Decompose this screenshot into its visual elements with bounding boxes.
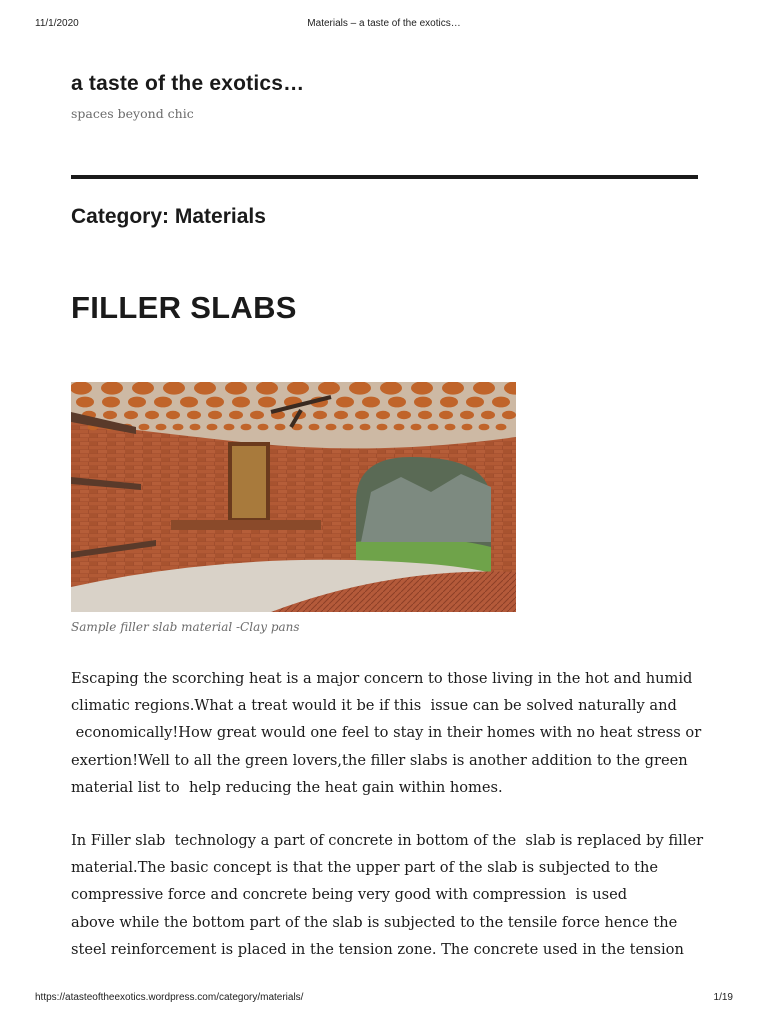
clay-pan [102, 397, 120, 408]
clay-pan [287, 382, 309, 395]
print-url: https://atasteoftheexotics.wordpress.com/category/materials/ [35, 992, 304, 1003]
clay-pan [440, 397, 458, 408]
print-page-title: Materials – a taste of the exotics… [307, 18, 461, 29]
clay-pan [442, 382, 464, 395]
clay-pan [502, 411, 516, 419]
paragraph-line: climatic regions.What a treat would it be if this issue can be solved naturally and [71, 697, 677, 715]
site-title-link[interactable]: a taste of the exotics… [71, 72, 305, 95]
paragraph-line: material list to help reducing the heat gain within homes. [71, 778, 503, 796]
clay-pan [250, 411, 264, 419]
clay-pan [445, 424, 456, 431]
print-footer [35, 992, 733, 1006]
paragraph-line: Escaping the scorching heat is a major concern to those living in the hot and humid [71, 670, 693, 687]
clay-pan [224, 424, 235, 431]
clay-pan [232, 397, 250, 408]
paragraph-line: In Filler slab technology a part of concrete in bottom of the slab is replaced by filler [71, 832, 704, 849]
paragraph-line: above while the bottom part of the slab is subjected to the tensile force hence the [71, 913, 678, 931]
clay-pan [428, 424, 439, 431]
header-divider [71, 175, 698, 179]
clay-pan [145, 411, 159, 419]
site-description: spaces beyond chic [71, 106, 194, 121]
clay-pan [349, 382, 371, 395]
clay-pan [132, 382, 154, 395]
print-date: 11/1/2020 [35, 18, 79, 29]
clay-pan [194, 382, 216, 395]
clay-pan [439, 411, 453, 419]
clay-pan [318, 382, 340, 395]
clay-pan [156, 424, 167, 431]
clay-pan [355, 411, 369, 419]
clay-pan [241, 424, 252, 431]
clay-pan [414, 397, 432, 408]
clay-pan [411, 382, 433, 395]
clay-pan [128, 397, 146, 408]
paragraph-line: compressive force and concrete being very good with compression is used [71, 886, 628, 904]
clay-pan [190, 424, 201, 431]
paragraph-line: material.The basic concept is that the upper part of the slab is subjected to the [71, 859, 659, 877]
post-paragraph-1 [71, 665, 711, 801]
clay-pan [397, 411, 411, 419]
clay-pan [326, 424, 337, 431]
clay-pan [334, 411, 348, 419]
print-page-number: 1/19 [713, 992, 733, 1003]
clay-pan [492, 397, 510, 408]
clay-pan [360, 424, 371, 431]
clay-pan [376, 411, 390, 419]
print-header [35, 18, 733, 32]
clay-pan [256, 382, 278, 395]
paragraph-line: steel reinforcement is placed in the tension zone. The concrete used in the tension [71, 940, 684, 958]
clay-pan [163, 382, 185, 395]
post-paragraph-2 [71, 827, 711, 963]
clay-pan [180, 397, 198, 408]
clay-pan [166, 411, 180, 419]
clay-pan [76, 397, 94, 408]
clay-pan [336, 397, 354, 408]
clay-pan [309, 424, 320, 431]
clay-pan [343, 424, 354, 431]
clay-pan [187, 411, 201, 419]
clay-pan [313, 411, 327, 419]
paragraph-line: exertion!Well to all the green lovers,the filler slabs is another addition to the green [71, 751, 688, 769]
clay-pan [139, 424, 150, 431]
clay-pan [466, 397, 484, 408]
clay-pan [101, 382, 123, 395]
clay-pan [388, 397, 406, 408]
clay-pan [481, 411, 495, 419]
clay-pan [258, 424, 269, 431]
clay-pan [258, 397, 276, 408]
clay-pan [207, 424, 218, 431]
post-title-link[interactable]: FILLER SLABS [71, 290, 297, 325]
clay-pan [394, 424, 405, 431]
clay-pan [103, 411, 117, 419]
clay-pan [229, 411, 243, 419]
clay-pan [460, 411, 474, 419]
clay-pan [275, 424, 286, 431]
clay-pan [411, 424, 422, 431]
clay-pan [418, 411, 432, 419]
clay-pan [377, 424, 388, 431]
clay-pan [479, 424, 490, 431]
clay-pan [208, 411, 222, 419]
clay-pan [225, 382, 247, 395]
clay-pan [380, 382, 402, 395]
image-caption: Sample filler slab material -Clay pans [71, 620, 300, 634]
clay-pan [473, 382, 495, 395]
clay-pan [496, 424, 507, 431]
paragraph-line: economically!How great would one feel to stay in their homes with no heat stress or [71, 724, 702, 742]
clay-pan [154, 397, 172, 408]
clay-pan [124, 411, 138, 419]
post-featured-image[interactable] [71, 382, 516, 612]
clay-pan [173, 424, 184, 431]
clay-pan [206, 397, 224, 408]
clay-pan [362, 397, 380, 408]
clay-pan [462, 424, 473, 431]
category-title: Category: Materials [71, 205, 266, 228]
